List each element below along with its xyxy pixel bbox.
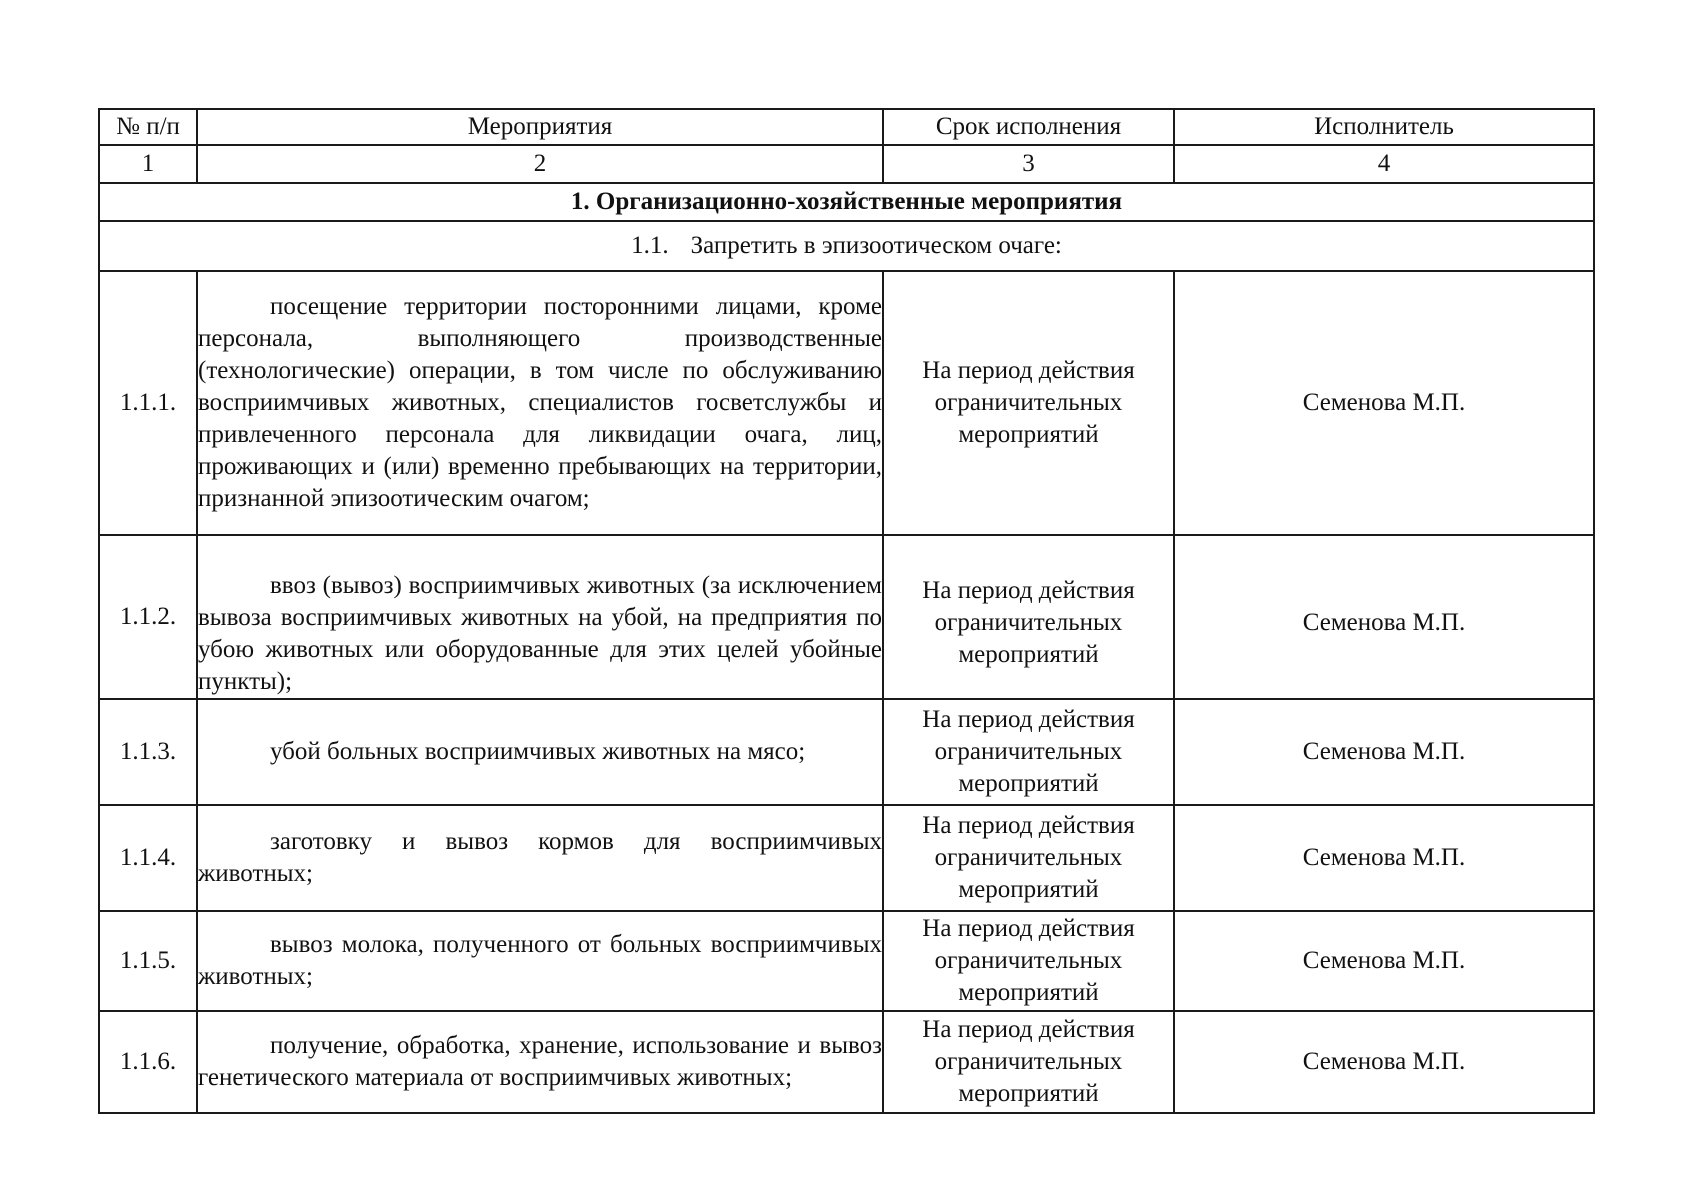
- table-row: [99, 1011, 1594, 1113]
- header-row: [99, 109, 1594, 145]
- row-term: На период действия ограничительных мероприятий: [883, 911, 1174, 1011]
- subsection-title: Запретить в эпизоотическом очаге:: [690, 232, 1062, 259]
- table-row: [99, 271, 1594, 535]
- table-row: [99, 911, 1594, 1011]
- measures-table: [98, 108, 1595, 1114]
- header-term: Срок исполнения: [883, 109, 1174, 145]
- table-row: [99, 699, 1594, 805]
- subsection-number: 1.1.: [631, 232, 669, 259]
- row-number: 1.1.5.: [99, 911, 197, 1011]
- row-executor: Семенова М.П.: [1174, 911, 1594, 1011]
- row-activity: [197, 1011, 883, 1113]
- row-executor: Семенова М.П.: [1174, 271, 1594, 535]
- row-activity-text: получение, обработка, хранение, использование и вывоз генетического материала от восприимчивых животных;: [198, 1032, 882, 1091]
- column-number-4: 4: [1174, 145, 1594, 183]
- row-activity: [197, 911, 883, 1011]
- row-term: На период действия ограничительных мероприятий: [883, 271, 1174, 535]
- row-activity: [197, 535, 883, 699]
- row-executor: Семенова М.П.: [1174, 1011, 1594, 1113]
- header-executor: Исполнитель: [1174, 109, 1594, 145]
- table-row: [99, 805, 1594, 911]
- row-term: На период действия ограничительных мероприятий: [883, 805, 1174, 911]
- row-number: 1.1.4.: [99, 805, 197, 911]
- section-row: [99, 183, 1594, 221]
- row-activity: [197, 699, 883, 805]
- row-activity: [197, 805, 883, 911]
- column-number-row: [99, 145, 1594, 183]
- header-number: № п/п: [99, 109, 197, 145]
- row-activity-text: заготовку и вывоз кормов для восприимчивых животных;: [198, 828, 882, 887]
- row-number: 1.1.1.: [99, 271, 197, 535]
- row-executor: Семенова М.П.: [1174, 805, 1594, 911]
- row-term: На период действия ограничительных мероприятий: [883, 1011, 1174, 1113]
- row-activity-text: вывоз молока, полученного от больных восприимчивых животных;: [198, 931, 882, 990]
- subsection-row: [99, 221, 1594, 271]
- row-number: 1.1.3.: [99, 699, 197, 805]
- column-number-3: 3: [883, 145, 1174, 183]
- table-row: [99, 535, 1594, 699]
- column-number-2: 2: [197, 145, 883, 183]
- row-executor: [1174, 535, 1594, 699]
- row-number: 1.1.6.: [99, 1011, 197, 1113]
- row-activity: [197, 271, 883, 535]
- row-term-text: На период действия ограничительных мероприятий: [922, 577, 1135, 668]
- row-activity-text: ввоз (вывоз) восприимчивых животных (за исключением вывоза восприимчивых животных на убой, на предприятия по убою животных или оборудованные для этих целей убойные пункты);: [198, 572, 882, 695]
- subsection-cell: [99, 221, 1594, 271]
- column-number-1: 1: [99, 145, 197, 183]
- row-number: 1.1.2.: [99, 535, 197, 699]
- header-activities: Мероприятия: [197, 109, 883, 145]
- row-executor-text: Семенова М.П.: [1302, 609, 1466, 636]
- row-activity-text: посещение территории посторонними лицами, кроме персонала, выполняющего производственные (технологические) операции, в том числе по обслуживанию восприимчивых животных, специалистов госветслужбы и привлеченного персонала для ликвидации очага, лиц, проживающих и (или) временно пребывающих на территории, признанной эпизоотическим очагом;: [198, 293, 882, 512]
- section-title: 1. Организационно-хозяйственные мероприятия: [99, 183, 1594, 221]
- row-executor: Семенова М.П.: [1174, 699, 1594, 805]
- row-term: [883, 535, 1174, 699]
- row-term: На период действия ограничительных мероприятий: [883, 699, 1174, 805]
- row-activity-text: убой больных восприимчивых животных на мясо;: [270, 738, 806, 765]
